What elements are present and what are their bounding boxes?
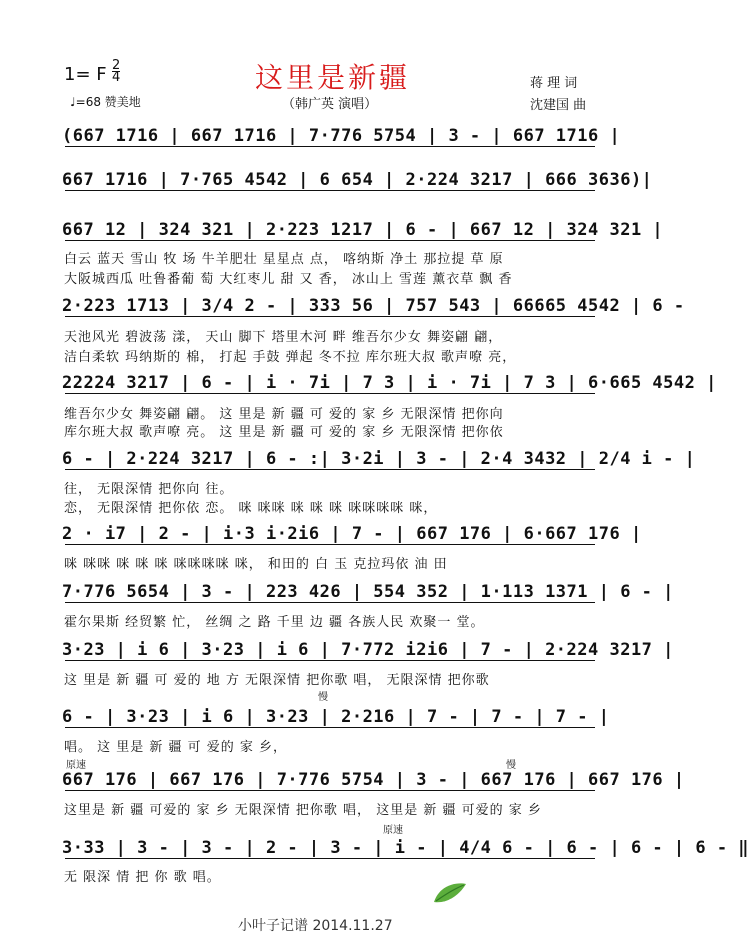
lyric-line: 库尔班大叔 歌声嘹 亮。 这 里是 新 疆 可 爱的 家 乡 无限深情 把你依	[64, 425, 504, 440]
original-tempo-mark: 原速	[383, 825, 403, 836]
slow-mark: 慢	[318, 692, 328, 703]
lyric-line: 恋， 无限深情 把你依 恋。 咪 咪咪 咪 咪 咪 咪咪咪咪 咪，	[64, 501, 438, 516]
beam-line	[65, 858, 595, 859]
beam-line	[65, 146, 595, 147]
beam-line	[65, 660, 595, 661]
beam-line	[65, 790, 595, 791]
lyric-line: 无 限深 情 把 你 歌 唱。	[64, 870, 221, 885]
lyric-line: 唱。 这 里是 新 疆 可 爱的 家 乡，	[64, 740, 288, 755]
time-sig-bottom: 4	[112, 70, 121, 85]
notation-row-9: 3·23 | i 6 | 3·23 | i 6 | 7·772 i2i6 | 7 - | 2·224 3217 |	[62, 640, 674, 660]
lyric-line: 这里是 新 疆 可爱的 家 乡 无限深情 把你歌 唱， 这里是 新 疆 可爱的 家 乡	[64, 803, 542, 818]
notation-row-10: 6 - | 3·23 | i 6 | 3·23 | 2·216 | 7 - | 7 - | 7 - |	[62, 707, 610, 727]
footer-credit: 小叶子记谱 2014.11.27	[238, 918, 393, 934]
lyric-line: 天池风光 碧波荡 漾， 天山 脚下 塔里木河 畔 维吾尔少女 舞姿翩 翩，	[64, 330, 503, 345]
beam-line	[65, 316, 595, 317]
beam-line	[65, 602, 595, 603]
lyric-line: 往， 无限深情 把你向 往。	[64, 482, 234, 497]
beam-line	[65, 393, 595, 394]
key-signature: 1= F	[64, 64, 107, 85]
beam-line	[65, 544, 595, 545]
lyric-line: 这 里是 新 疆 可 爱的 地 方 无限深情 把你歌 唱， 无限深情 把你歌	[64, 673, 490, 688]
notation-row-2: 667 1716 | 7·765 4542 | 6 654 | 2·224 3217 | 666 3636)|	[62, 170, 653, 190]
notation-row-7: 2 · i7 | 2 - | i·3 i·2i6 | 7 - | 667 176 | 6·667 176 |	[62, 524, 642, 544]
lyric-line: 洁白柔软 玛纳斯的 棉， 打起 手鼓 弹起 冬不拉 库尔班大叔 歌声嘹 亮，	[64, 350, 517, 365]
lyric-line: 霍尔果斯 经贸繁 忙， 丝绸 之 路 千里 边 疆 各族人民 欢聚一 堂。	[64, 615, 485, 630]
notation-row-6: 6 - | 2·224 3217 | 6 - :| 3·2i | 3 - | 2·4 3432 | 2/4 i - |	[62, 449, 696, 469]
original-tempo-mark: 原速	[66, 760, 86, 771]
tempo-marking: ♩=68 赞美地	[70, 95, 141, 109]
beam-line	[65, 190, 595, 191]
notation-row-8: 7·776 5654 | 3 - | 223 426 | 554 352 | 1·113 1371 | 6 - |	[62, 582, 674, 602]
leaf-icon	[430, 880, 470, 906]
notation-row-1: (667 1716 | 667 1716 | 7·776 5754 | 3 - | 667 1716 |	[62, 126, 621, 146]
notation-row-11: 667 176 | 667 176 | 7·776 5754 | 3 - | 667 176 | 667 176 |	[62, 770, 685, 790]
lyricist-credit: 蒋 理 词	[530, 76, 578, 91]
beam-line	[65, 469, 595, 470]
performer-credit: （韩广英 演唱）	[282, 97, 378, 112]
notation-row-5: 22224 3217 | 6 - | i · 7i | 7 3 | i · 7i | 7 3 | 6·665 4542 |	[62, 373, 717, 393]
beam-line	[65, 240, 595, 241]
song-title: 这里是新疆	[255, 61, 411, 94]
lyric-line: 咪 咪咪 咪 咪 咪 咪咪咪咪 咪， 和田的 白 玉 克拉玛依 油 田	[64, 557, 448, 572]
composer-credit: 沈建国 曲	[530, 98, 587, 113]
time-signature	[112, 60, 120, 83]
beam-line	[65, 727, 595, 728]
time-sig-top: 2	[112, 58, 121, 73]
lyric-line: 白云 蓝天 雪山 牧 场 牛羊肥壮 星星点 点， 喀纳斯 净土 那拉提 草 原	[64, 252, 504, 267]
slow-mark: 慢	[506, 760, 516, 771]
notation-row-12: 3·33 | 3 - | 3 - | 2 - | 3 - | i - | 4/4 6 - | 6 - | 6 - | 6 - ‖	[62, 838, 749, 858]
notation-row-4: 2·223 1713 | 3/4 2 - | 333 56 | 757 543 | 66665 4542 | 6 -	[62, 296, 685, 316]
lyric-line: 维吾尔少女 舞姿翩 翩。 这 里是 新 疆 可 爱的 家 乡 无限深情 把你向	[64, 407, 504, 422]
notation-row-3: 667 12 | 324 321 | 2·223 1217 | 6 - | 667 12 | 324 321 |	[62, 220, 664, 240]
lyric-line: 大阪城西瓜 吐鲁番葡 萄 大红枣儿 甜 又 香， 冰山上 雪莲 薰衣草 飘 香	[64, 272, 513, 287]
